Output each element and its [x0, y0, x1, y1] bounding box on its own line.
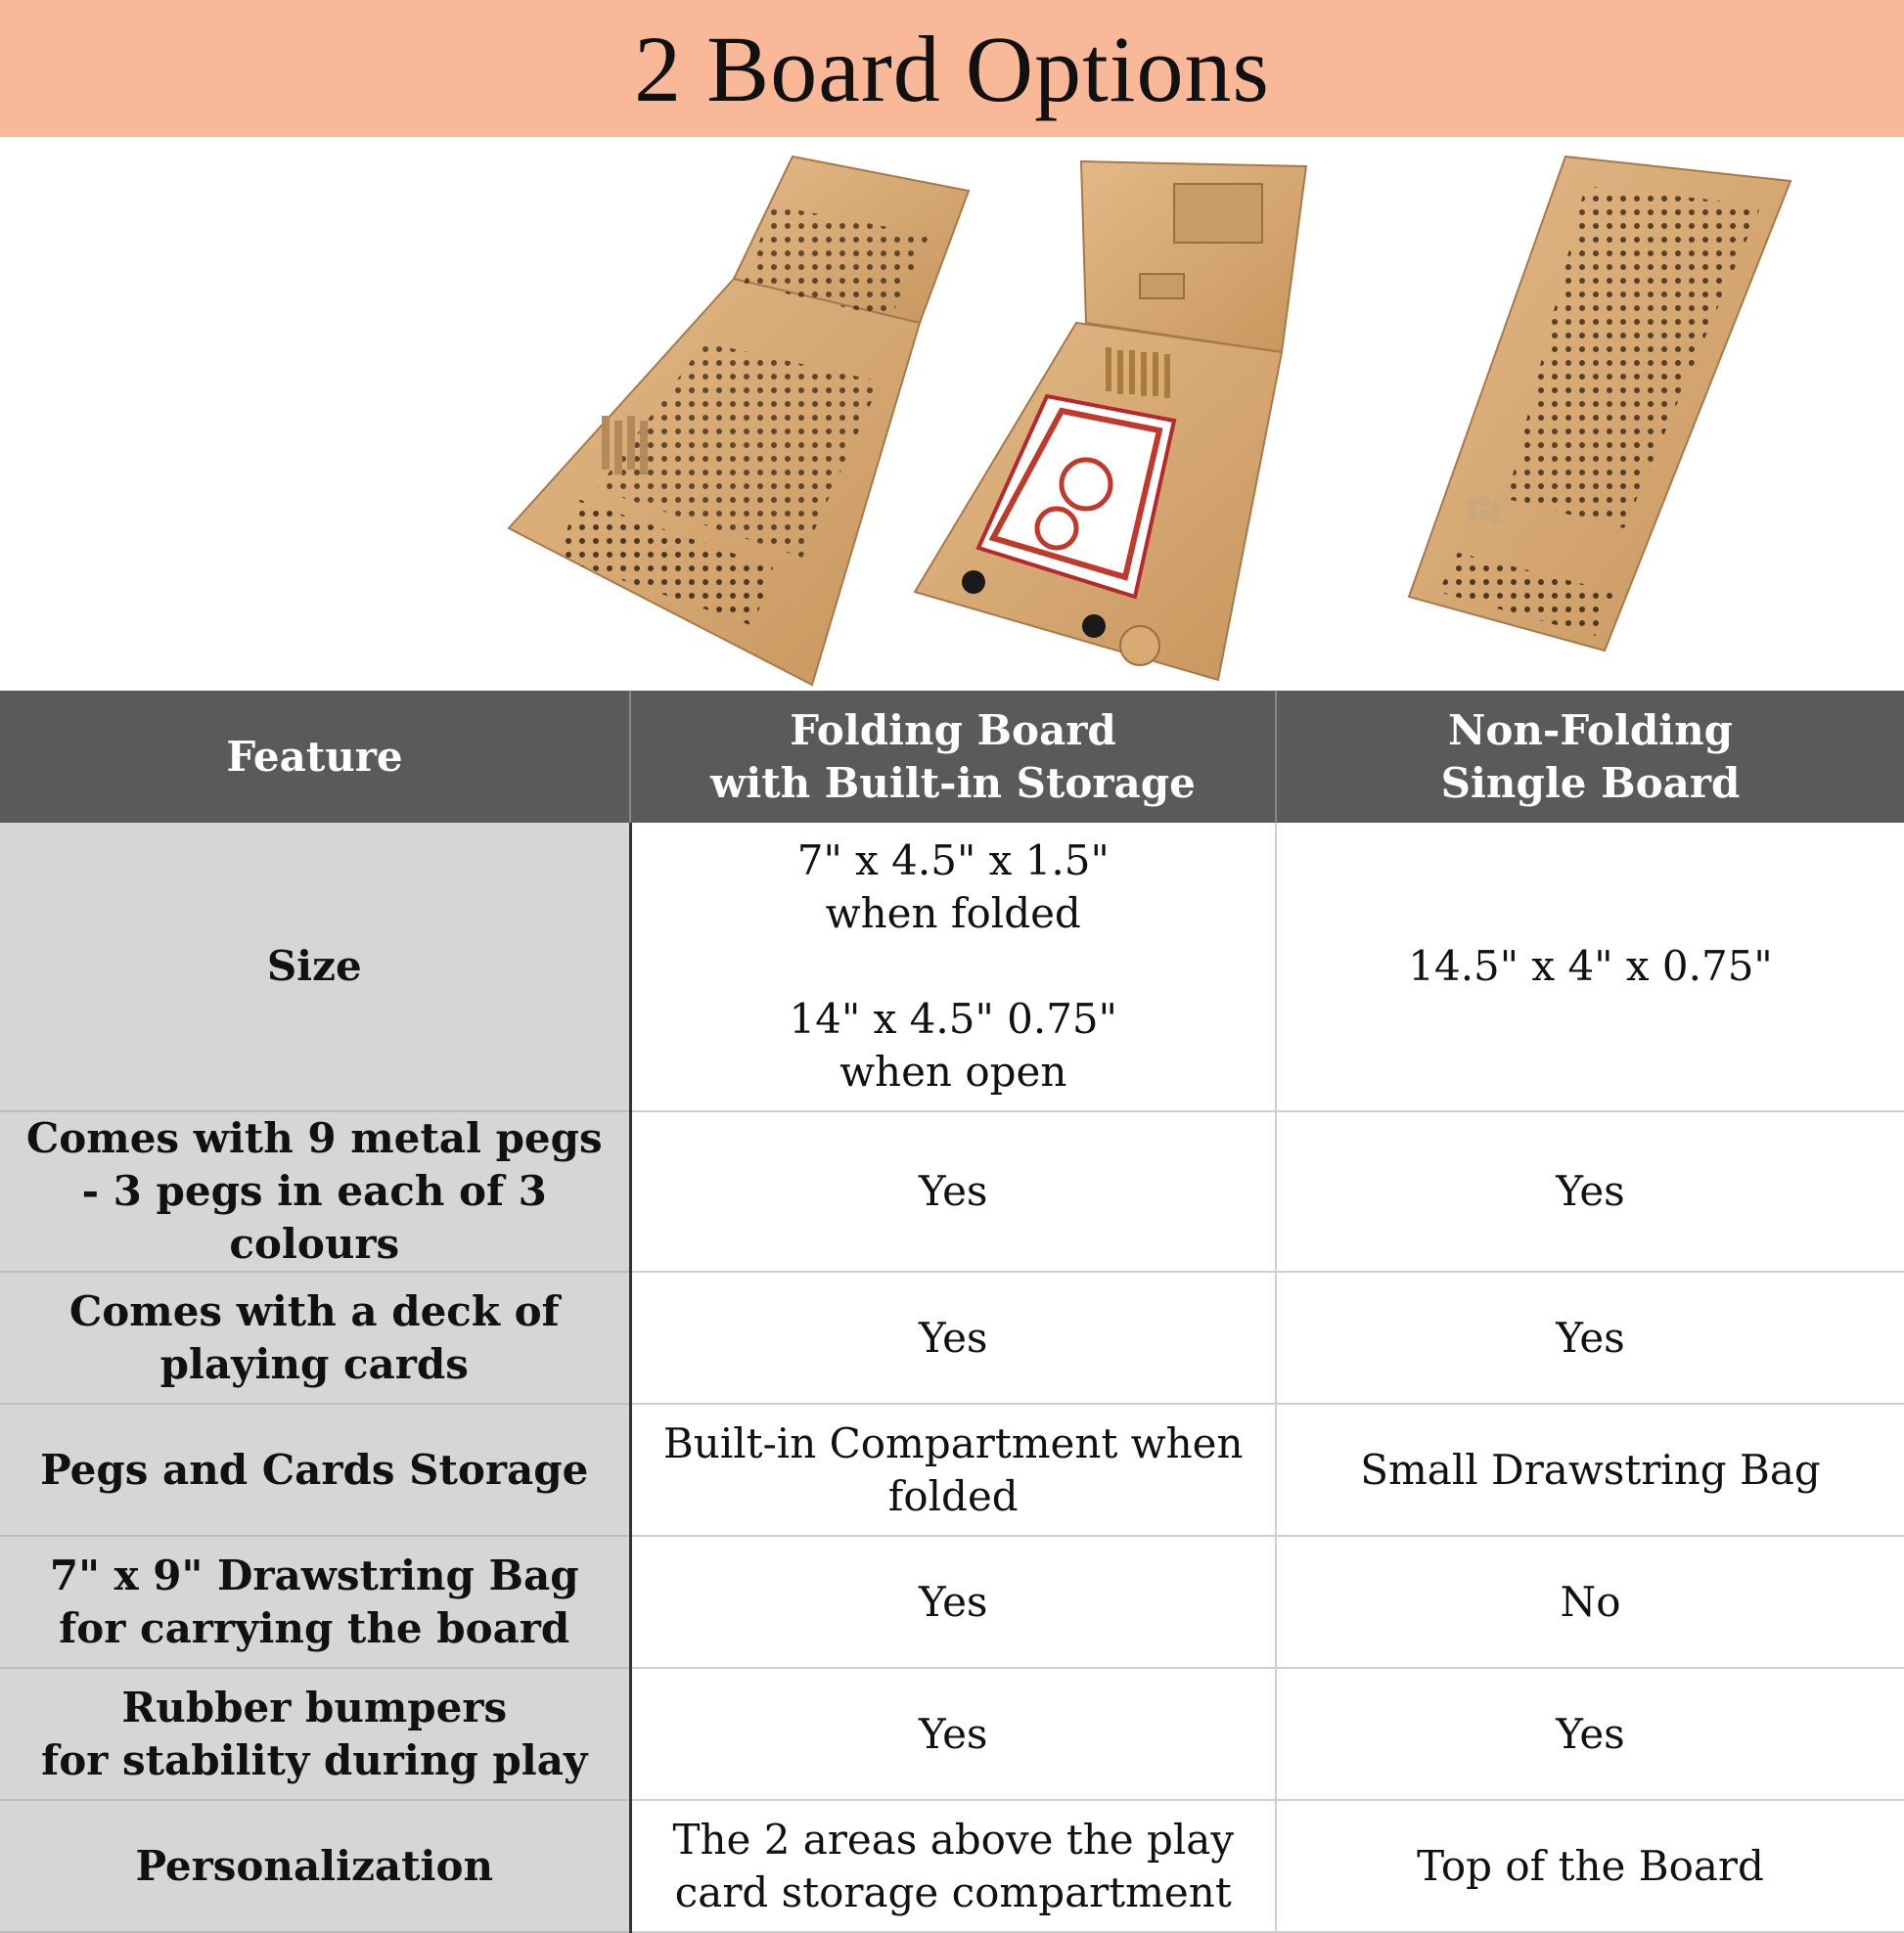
- feature-cell: Personalization: [0, 1800, 630, 1932]
- table-row: [0, 823, 1904, 1111]
- single-cell: Yes: [1276, 1272, 1904, 1404]
- column-header-folding-board: Folding Board with Built-in Storage: [630, 691, 1276, 823]
- product-photo: [0, 137, 1904, 691]
- table-header-row: [0, 691, 1904, 823]
- table-row: [0, 1111, 1904, 1272]
- feature-cell: Comes with a deck of playing cards: [0, 1272, 630, 1404]
- table-row: [0, 1668, 1904, 1800]
- header-banner: [0, 0, 1904, 137]
- folding-cell: Yes: [630, 1111, 1276, 1272]
- table-row: [0, 1272, 1904, 1404]
- feature-cell: Comes with 9 metal pegs - 3 pegs in each of 3 colours: [0, 1111, 630, 1272]
- feature-cell: Size: [0, 823, 630, 1111]
- table-row: [0, 1536, 1904, 1668]
- single-cell: Top of the Board: [1276, 1800, 1904, 1932]
- single-cell: Yes: [1276, 1111, 1904, 1272]
- folding-board-image: [509, 157, 969, 685]
- folding-cell: 7" x 4.5" x 1.5" when folded 14" x 4.5" 0.75" when open: [630, 823, 1276, 1111]
- single-cell: Yes: [1276, 1668, 1904, 1800]
- column-header-single-board: Non-Folding Single Board: [1276, 691, 1904, 823]
- table-row: [0, 1800, 1904, 1932]
- folding-cell: The 2 areas above the play card storage compartment: [630, 1800, 1276, 1932]
- page-title: 2 Board Options: [634, 16, 1270, 121]
- column-header-feature: Feature: [0, 691, 630, 823]
- single-cell: 14.5" x 4" x 0.75": [1276, 823, 1904, 1111]
- folding-cell: Yes: [630, 1272, 1276, 1404]
- feature-cell: Rubber bumpers for stability during play: [0, 1668, 630, 1800]
- single-board-image: [1409, 157, 1791, 651]
- comparison-table: [0, 691, 1904, 1933]
- folding-cell: Yes: [630, 1668, 1276, 1800]
- table-row: [0, 1404, 1904, 1536]
- cribbage-boards-illustration: [0, 137, 1904, 691]
- single-cell: No: [1276, 1536, 1904, 1668]
- folding-cell: Yes: [630, 1536, 1276, 1668]
- storage-board-image: [915, 161, 1306, 680]
- feature-cell: 7" x 9" Drawstring Bag for carrying the board: [0, 1536, 630, 1668]
- folding-cell: Built-in Compartment when folded: [630, 1404, 1276, 1536]
- feature-cell: Pegs and Cards Storage: [0, 1404, 630, 1536]
- single-cell: Small Drawstring Bag: [1276, 1404, 1904, 1536]
